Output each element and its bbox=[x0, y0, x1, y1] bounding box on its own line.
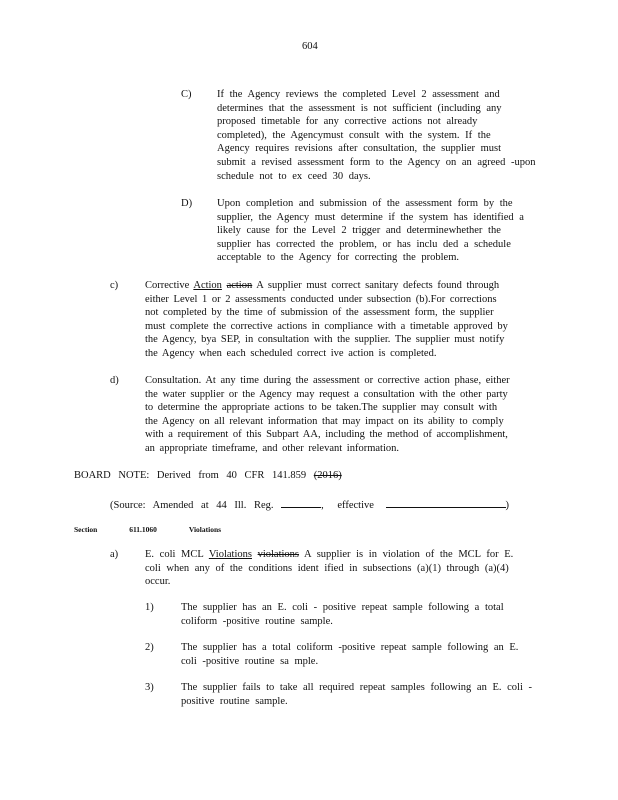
text-line: positive routine sample. bbox=[181, 695, 288, 707]
text-line: either Level 1 or 2 assessments conducted under subsection (b).For corrections bbox=[145, 293, 497, 305]
source-line bbox=[110, 497, 509, 513]
sub-item-3-text bbox=[181, 681, 532, 708]
inserted-text: Violations bbox=[208, 549, 252, 560]
text-line: coli when any of the conditions ident ified in subsections (a)(1) through (a)(4) bbox=[145, 562, 509, 574]
text-line: The supplier has an E. coli - positive repeat sample following a total bbox=[181, 602, 504, 613]
text-line: submit a revised assessment form to the Agency on an agreed -upon bbox=[217, 156, 536, 168]
text-line: the Agency when each scheduled correct ive action is completed. bbox=[145, 347, 437, 359]
text-line: the Agency, bya SEP, in consultation with the supplier. The supplier must notify bbox=[145, 334, 505, 346]
text-line: proposed timetable for any corrective actions not already bbox=[217, 116, 478, 128]
text-line: supplier has corrected the problem, or has inclu ded a schedule bbox=[217, 238, 511, 250]
lead-text: E. coli MCL bbox=[145, 549, 204, 560]
section-word: Section bbox=[74, 525, 98, 534]
source-comma: , bbox=[321, 500, 324, 511]
text-line: Upon completion and submission of the assessment form by the bbox=[217, 198, 513, 209]
sub-item-3-label: 3) bbox=[145, 682, 154, 693]
text-line bbox=[145, 279, 508, 293]
deleted-text: violations bbox=[257, 549, 300, 560]
section-title: Violations bbox=[188, 525, 222, 534]
text-line: supplier, the Agency must determine if the system has identified a bbox=[217, 211, 524, 223]
page-number: 604 bbox=[302, 41, 318, 52]
text-line: acceptable to the Agency for correcting the problem. bbox=[217, 252, 459, 264]
first-line-rest: A supplier is in violation of the MCL for E. bbox=[299, 549, 514, 560]
source-prefix: (Source: Amended at 44 Ill. Reg. bbox=[110, 500, 274, 511]
sub-item-2-text bbox=[181, 641, 518, 668]
text-line: occur. bbox=[145, 576, 171, 588]
board-note bbox=[74, 469, 342, 483]
deleted-text: action bbox=[226, 280, 253, 291]
effective-date-blank bbox=[386, 497, 506, 508]
item-a-text bbox=[145, 548, 513, 589]
text-line: Agency requires revisions after consultation, the supplier must bbox=[217, 143, 502, 155]
section-heading bbox=[74, 523, 221, 537]
text-line: If the Agency reviews the completed Level 2 assessment and bbox=[217, 89, 500, 100]
text-line: Consultation. At any time during the assessment or corrective action phase, either bbox=[145, 375, 510, 386]
text-line: The supplier has a total coliform -positive repeat sample following an E. bbox=[181, 642, 519, 653]
item-d-label: d) bbox=[110, 375, 119, 386]
volume-blank bbox=[281, 497, 321, 508]
text-line: schedule not to ex ceed 30 days. bbox=[217, 170, 371, 182]
text-line: likely cause for the Level 2 trigger and determinewhether the bbox=[217, 225, 501, 237]
text-line: must complete the corrective actions in compliance with a timetable approved by bbox=[145, 320, 508, 332]
inserted-text: Action bbox=[193, 280, 222, 291]
item-D-text bbox=[217, 197, 524, 265]
text-line: to determine the appropriate actions to be taken.The supplier may consult with bbox=[145, 402, 498, 414]
item-c-label: c) bbox=[110, 280, 119, 291]
text-line: with a requirement of this Subpart AA, including the method of accomplishment, bbox=[145, 429, 508, 441]
effective-label: effective bbox=[337, 500, 374, 511]
item-C-text bbox=[217, 88, 535, 183]
sub-item-1-text bbox=[181, 601, 504, 628]
lead-text: Corrective bbox=[145, 280, 190, 291]
text-line: the water supplier or the Agency may request a consultation with the other party bbox=[145, 388, 508, 400]
item-C-label: C) bbox=[181, 89, 192, 100]
text-line: completed), the Agencymust consult with the system. If the bbox=[217, 129, 491, 141]
text-line: the Agency on all relevant information that may impact on its ability to comply bbox=[145, 415, 504, 427]
board-note-deleted: (2016) bbox=[313, 470, 342, 481]
source-close: ) bbox=[505, 500, 510, 511]
sub-item-1-label: 1) bbox=[145, 602, 154, 613]
text-line: not completed by the time of submission of the assessment form, the supplier bbox=[145, 307, 494, 319]
item-c-text bbox=[145, 279, 508, 361]
text-line: an appropriate timeframe, and other relevant information. bbox=[145, 442, 399, 454]
text-line: coli -positive routine sa mple. bbox=[181, 655, 319, 667]
item-D-label: D) bbox=[181, 198, 193, 209]
text-line: The supplier fails to take all required repeat samples following an E. coli - bbox=[181, 682, 532, 693]
section-number: 611.1060 bbox=[129, 525, 157, 534]
board-note-text: BOARD NOTE: Derived from 40 CFR 141.859 bbox=[74, 470, 307, 481]
text-line: coliform -positive routine sample. bbox=[181, 615, 333, 627]
item-a-label: a) bbox=[110, 549, 119, 560]
first-line-rest: A supplier must correct sanitary defects found through bbox=[252, 280, 500, 291]
item-d-text bbox=[145, 374, 510, 456]
text-line bbox=[145, 548, 513, 562]
sub-item-2-label: 2) bbox=[145, 642, 154, 653]
text-line: determines that the assessment is not sufficient (including any bbox=[217, 102, 502, 114]
